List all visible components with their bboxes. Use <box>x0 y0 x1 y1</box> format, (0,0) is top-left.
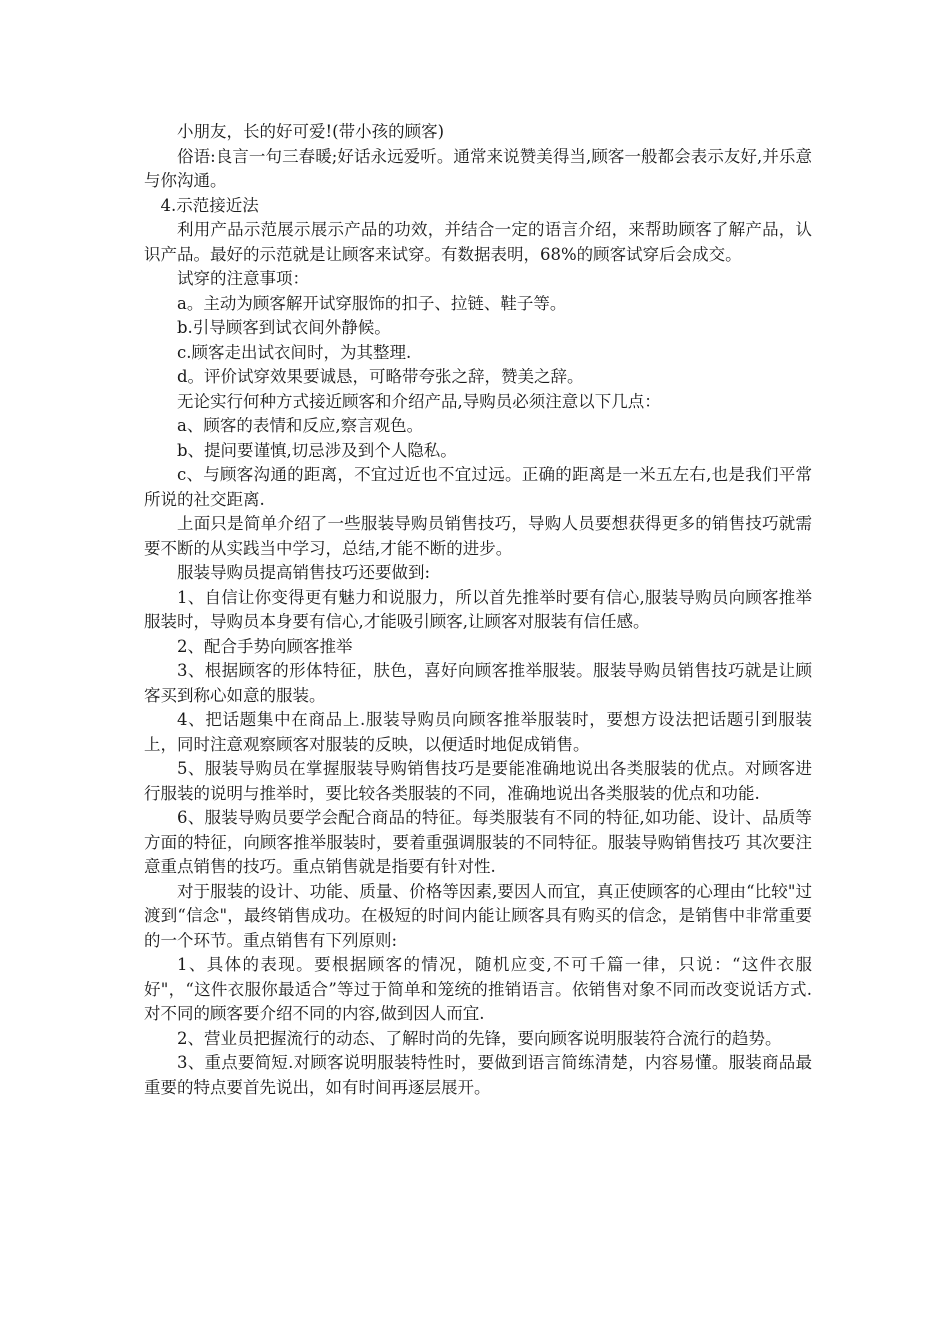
paragraph: 服装导购员提高销售技巧还要做到: <box>177 563 431 582</box>
paragraph: 小朋友，长的好可爱!(带小孩的顾客) <box>177 122 445 141</box>
paragraph: 4、把话题集中在商品上.服装导购员向顾客推举服装时，要想方设法把话题引到服装上，同时注意观察顾客对服装的反映，以便适时地促成销售。 <box>144 710 812 754</box>
paragraph: 利用产品示范展示展示产品的功效，并结合一定的语言介绍，来帮助顾客了解产品，认识产品。最好的示范就是让顾客来试穿。有数据表明，68%的顾客试穿后会成交。 <box>144 220 812 264</box>
paragraph: c、与顾客沟通的距离，不宜过近也不宜过远。正确的距离是一米五左右,也是我们平常所说的社交距离. <box>144 465 812 509</box>
paragraph: d。评价试穿效果要诚恳，可略带夸张之辞，赞美之辞。 <box>177 367 584 386</box>
paragraph: a、顾客的表情和反应,察言观色。 <box>177 416 424 435</box>
paragraph: 1、自信让你变得更有魅力和说服力，所以首先推举时要有信心,服装导购员向顾客推举服装时，导购员本身要有信心,才能吸引顾客,让顾客对服装有信任感。 <box>144 587 812 631</box>
paragraph: 1、具体的表现。要根据顾客的情况，随机应变,不可千篇一律，只说：“这件衣服好"，“这件衣服你最适合”等过于简单和笼统的推销语言。依销售对象不同而改变说话方式.对不同的顾客要介绍不同的内容,做到因人而宜. <box>144 955 812 1023</box>
paragraph: 2、营业员把握流行的动态、了解时尚的先锋，要向顾客说明服装符合流行的趋势。 <box>177 1028 782 1048</box>
paragraph: 3、重点要简短.对顾客说明服装特性时，要做到语言简练清楚，内容易懂。服装商品最重要的特点要首先说出，如有时间再逐层展开。 <box>144 1053 812 1097</box>
paragraph: 试穿的注意事项： <box>177 269 309 288</box>
paragraph: 5、服装导购员在掌握服装导购销售技巧是要能准确地说出各类服装的优点。对顾客进行服装的说明与推举时，要比较各类服装的不同，准确地说出各类服装的优点和功能. <box>144 759 812 803</box>
paragraph: 上面只是简单介绍了一些服装导购员销售技巧，导购人员要想获得更多的销售技巧就需要不断的从实践当中学习，总结,才能不断的进步。 <box>144 514 812 558</box>
paragraph: 无论实行何种方式接近顾客和介绍产品,导购员必须注意以下几点： <box>177 391 661 411</box>
paragraph: b、提问要谨慎,切忌涉及到个人隐私。 <box>177 440 457 460</box>
paragraph: c.顾客走出试衣间时，为其整理. <box>177 342 412 362</box>
paragraph: 俗语:良言一句三春暖;好话永远爱听。通常来说赞美得当,顾客一般都会表示友好,并乐意与你沟通。 <box>144 146 812 190</box>
paragraph: 2、配合手势向顾客推举 <box>177 636 353 656</box>
paragraph: b.引导顾客到试衣间外静候。 <box>177 318 391 337</box>
paragraph: a。主动为顾客解开试穿服饰的扣子、拉链、鞋子等。 <box>177 293 567 313</box>
paragraph: 6、服装导购员要学会配合商品的特征。每类服装有不同的特征,如功能、设计、品质等方面的特征，向顾客推举服装时，要着重强调服装的不同特征。服装导购销售技巧 其次要注意重点销售的技巧。重点销售就是指要有针对性. <box>144 808 812 876</box>
paragraph: 对于服装的设计、功能、质量、价格等因素,要因人而宜，真正使顾客的心理由“比较"过渡到“信念"，最终销售成功。在极短的时间内能让顾客具有购买的信念，是销售中非常重要的一个环节。重点销售有下列原则: <box>144 881 812 950</box>
document-body <box>144 120 812 1100</box>
paragraph: 3、根据顾客的形体特征，肤色，喜好向顾客推举服装。服装导购员销售技巧就是让顾客买到称心如意的服装。 <box>144 661 812 705</box>
section-heading: 4.示范接近法 <box>160 195 259 215</box>
